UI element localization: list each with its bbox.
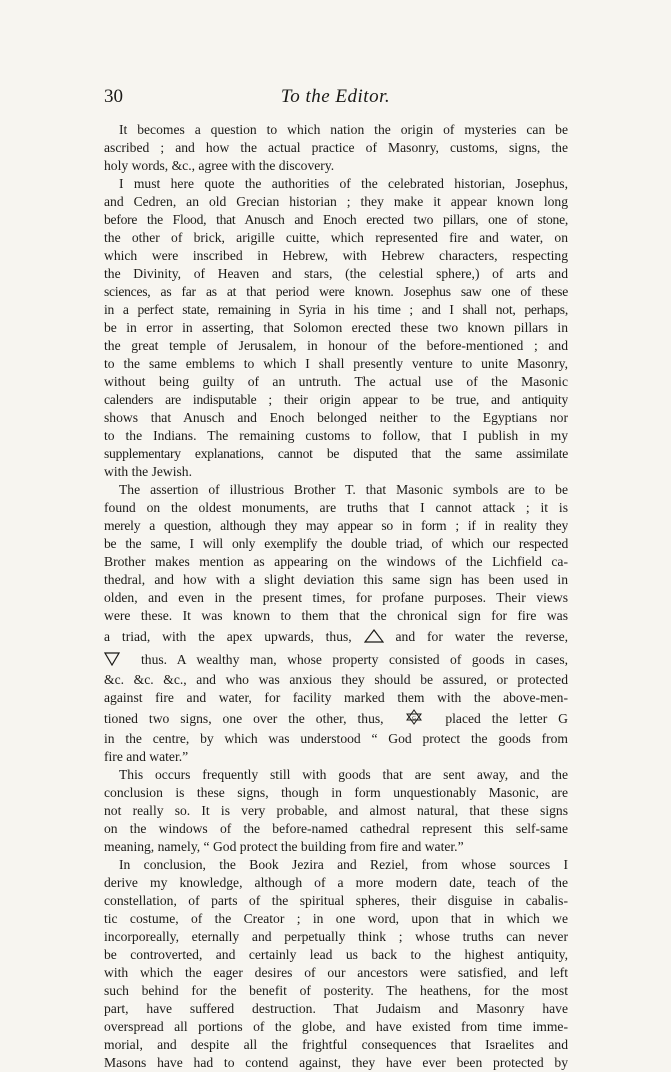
text-line: This occurs frequently still with goods that are sent away, and the (119, 767, 568, 782)
text-line: part, have suffered destruction. That Judaism and Masonry have (104, 1001, 568, 1016)
text-line: to the Indians. The remaining customs to follow, that I publish in my (104, 428, 568, 443)
text-line: derive my knowledge, although of a more modern date, teach of the (104, 875, 568, 890)
text-line: constellation, of parts of the spiritual spheres, their disguise in cabalis- (104, 893, 568, 908)
text-line: without being guilty of an untruth. The actual use of the Masonic (104, 374, 568, 389)
running-head: To the Editor. (280, 86, 391, 107)
page-number: 30 (104, 86, 123, 107)
text-line: such behind for the benefit of posterity. The heathens, for the most (104, 983, 568, 998)
text-line: morial, and despite all the frightful consequences that Israelites and (104, 1037, 568, 1052)
text-line-with-double-triad (104, 707, 568, 730)
line-segment: thus. A wealthy man, whose property consisted of goods in cases, (141, 652, 568, 667)
text-line: thedral, and how with a slight deviation this same sign has been used in (104, 572, 568, 587)
text-line: It becomes a question to which nation the origin of mysteries can be (119, 122, 568, 137)
text-line: be the same, I will only exemplify the double triad, of which our respected (104, 536, 568, 551)
text-line-with-water-sign (104, 648, 568, 671)
line-segment: tioned two signs, one over the other, thus, (104, 711, 384, 726)
text-line: in a perfect state, remaining in Syria in his time ; and I shall not, perhaps, (104, 302, 568, 317)
text-line: and Cedren, an old Grecian historian ; they make it appear known long (104, 194, 568, 209)
text-line: the great temple of Jerusalem, in honour of the before-mentioned ; and (104, 338, 568, 353)
text-line: ascribed ; and how the actual practice of Masonry, customs, signs, the (104, 140, 568, 155)
text-line: The assertion of illustrious Brother T. that Masonic symbols are to be (119, 482, 568, 497)
text-line: against fire and water, for facility marked them with the above-men- (104, 690, 568, 705)
text-line: meaning, namely, “ God protect the building from fire and water.” (104, 839, 464, 854)
line-segment: a triad, with the apex upwards, thus, (104, 629, 352, 644)
text-line: before the Flood, that Anusch and Enoch erected two pillars, one of stone, (104, 212, 568, 227)
text-line: with which the eager desires of our ancestors were satisfied, and left (104, 965, 568, 980)
text-line: I must here quote the authorities of the celebrated historian, Josephus, (119, 176, 568, 191)
text-line: calenders are indisputable ; their origin appear to be true, and antiquity (104, 392, 568, 407)
text-line: found on the oldest monuments, are truths that I cannot attack ; it is (104, 500, 568, 515)
text-line: on the windows of the before-named cathedral represent this self-same (104, 821, 568, 836)
text-line: not really so. It is very probable, and almost natural, that these signs (104, 803, 568, 818)
text-line: be in error in asserting, that Solomon erected these two known pillars in (104, 320, 568, 335)
text-line: which were inscribed in Hebrew, with Hebrew characters, respecting (104, 248, 568, 263)
text-line: Masons have had to contend against, they have ever been protected by (104, 1055, 568, 1070)
page-header (104, 86, 567, 112)
line-segment: and for water the reverse, (395, 629, 568, 644)
text-line: In conclusion, the Book Jezira and Reziel, from whose sources I (119, 857, 568, 872)
text-line: fire and water.” (104, 749, 189, 764)
text-line: overspread all portions of the globe, and have existed from time imme- (104, 1019, 568, 1034)
text-line: with the Jewish. (104, 464, 192, 479)
double-triad-icon (405, 709, 423, 730)
text-line: shows that Anusch and Enoch belonged neither to the Egyptians nor (104, 410, 568, 425)
text-line: were these. It was known to them that the chronical sign for fire was (104, 608, 568, 623)
text-line: conclusion is these signs, though in form unquestionably Masonic, are (104, 785, 568, 800)
triangle-apex-down-icon (104, 650, 120, 671)
text-line: holy words, &c., agree with the discovery. (104, 158, 335, 173)
line-segment: placed the letter G (445, 711, 568, 726)
text-line: the other of brick, arigille cuitte, which represented fire and water, on (104, 230, 568, 245)
text-line: sciences, as far as at that period were known. Josephus saw one of these (104, 284, 568, 299)
text-line: tic costume, of the Creator ; in one word, upon that in which we (104, 911, 568, 926)
text-line: Brother makes mention as appearing on the windows of the Lichfield ca- (104, 554, 568, 569)
text-line-with-fire-sign (104, 625, 568, 648)
text-line: be controverted, and certainly lead us back to the highest antiquity, (104, 947, 568, 962)
text-line: merely a question, although they may appear so in form ; if in reality they (104, 518, 568, 533)
svg-text:G: G (412, 716, 417, 722)
text-line: supplementary explanations, cannot be disputed that the same assimilate (104, 446, 568, 461)
body-text (104, 121, 568, 1072)
text-line: olden, and even in the present times, for profane purposes. Their views (104, 590, 568, 605)
text-line: to the same emblems to which I shall presently venture to unite Masonry, (104, 356, 568, 371)
text-line: in the centre, by which was understood “ God protect the goods from (104, 731, 568, 746)
triangle-apex-up-icon (364, 627, 384, 648)
text-line: incorporeally, eternally and perpetually think ; whose truths can never (104, 929, 568, 944)
text-line: &c. &c. &c., and who was anxious they should be assured, or protected (104, 672, 568, 687)
text-line: the Divinity, of Heaven and stars, (the celestial sphere,) of arts and (104, 266, 568, 281)
